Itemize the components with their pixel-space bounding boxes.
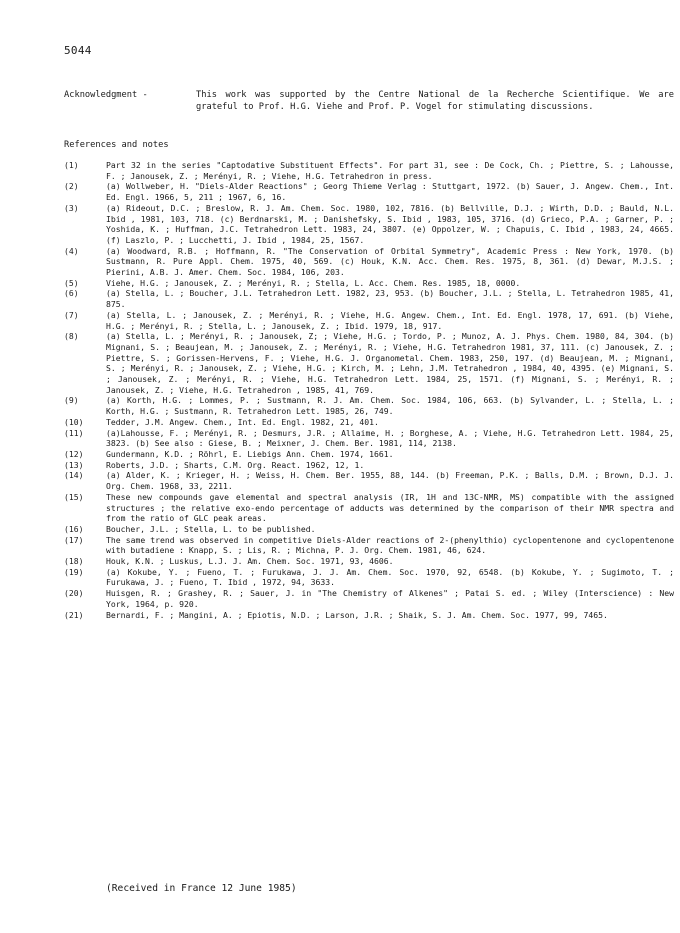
reference-item [64, 535, 674, 556]
reference-number: (4) [64, 245, 79, 256]
reference-number: (19) [64, 566, 84, 577]
acknowledgment [64, 90, 674, 113]
references-heading: References and notes [64, 140, 169, 150]
reference-item [64, 492, 674, 524]
reference-item [64, 288, 674, 309]
reference-number: (20) [64, 588, 84, 599]
reference-text: (a) Woodward, R.B. ; Hoffmann, R. "The Conservation of Orbital Symmetry", Academic Press : New York, 1970. (b) Sustmann, R. Pure Appl. Chem. 1975, 40, 569. (c) Houk, K.N. Acc. Chem. Res. 1975, 8, 361. (d) Dewar, M.J.S. ; Pierini, A.B. J. Amer. Chem. Soc. 1984, 106, 203. [106, 245, 674, 278]
reference-text: (a) Stella, L. ; Boucher, J.L. Tetrahedron Lett. 1982, 23, 953. (b) Boucher, J.L. ; Stella, L. Tetrahedron 1985, 41, 875. [106, 288, 674, 310]
reference-text: Gundermann, K.D. ; Röhrl, E. Liebigs Ann. Chem. 1974, 1661. [106, 448, 394, 459]
reference-text: Houk, K.N. ; Luskus, L.J. J. Am. Chem. Soc. 1971, 93, 4606. [106, 556, 394, 567]
acknowledgment-text: This work was supported by the Centre National de la Recherche Scientifique. We are grateful to Prof. H.G. Viehe and Prof. P. Vogel for stimulating discussions. [196, 90, 674, 112]
reference-text: (a)Lahousse, F. ; Merényi, R. ; Desmurs, J.R. ; Allaime, H. ; Borghese, A. ; Viehe, H.G. Tetrahedron Lett. 1984, 25, 3823. (b) See also : Giese, B. ; Meixner, J. Chem. Ber. 1981, 114, 2138. [106, 427, 674, 449]
reference-item [64, 610, 674, 621]
reference-item [64, 278, 674, 289]
reference-item [64, 417, 674, 428]
reference-item [64, 567, 674, 588]
reference-number: (3) [64, 202, 79, 213]
reference-item [64, 331, 674, 395]
references-list [64, 160, 674, 620]
reference-text: (a) Stella, L. ; Merényi, R. ; Janousek, Z; ; Viehe, H.G. ; Tordo, P. ; Munoz, A. J. Phys. Chem. 1980, 84, 304. (b) Mignani, S. ; Beaujean, M. ; Janousek, Z. ; Merényi, R. ; Viehe, H.G. Tetrahedron 1981, 37, 111. (c) Janousek, Z. ; Piettre, S. ; Gorissen-Hervens, F. ; Viehe, H.G. J. Organometal. Chem. 1983, 250, 197. (d) Beaujean, M. ; Mignani, S. ; Merényi, R. ; Janousek, Z. ; Viehe, H.G. ; Kirch, M. ; Lehn, J.M. Tetrahedron , 1984, 40, 4395. (e) Mignani, S. ; Janousek, Z. ; Merényi, R. ; Viehe, H.G. Tetrahedron Lett. 1984, 25, 1571. (f) Mignani, S. ; Merényi, R. ; Janousek, Z. ; Viehe, H.G. Tetrahedron , 1985, 41, 769. [106, 331, 674, 395]
reference-text: (a) Wollweber, H. "Diels-Alder Reactions" ; Georg Thieme Verlag : Stuttgart, 1972. (b) Sauer, J. Angew. Chem., Int. Ed. Engl. 1966, 5, 211 ; 1967, 6, 16. [106, 181, 674, 203]
reference-item [64, 203, 674, 246]
reference-item [64, 160, 674, 181]
reference-item [64, 588, 674, 609]
reference-text: Boucher, J.L. ; Stella, L. to be published. [106, 523, 316, 534]
reference-text: (a) Rideout, D.C. ; Breslow, R. J. Am. Chem. Soc. 1980, 102, 7816. (b) Bellville, D.J. ; Wirth, D.D. ; Bauld, N.L. Ibid , 1981, 103, 718. (c) Berdnarski, M. ; Danishefsky, S. Ibid , 1983, 105, 3716. (d) Grieco, P.A. ; Garner, P. ; Yoshida, K. ; Huffman, J.C. Tetrahedron Lett. 1983, 24, 3807. (e) Oppolzer, W. ; Chapuis, C. Ibid , 1983, 24, 4665. (f) Laszlo, P. ; Lucchetti, J. Ibid , 1984, 25, 1567. [106, 202, 674, 245]
reference-number: (13) [64, 459, 84, 470]
reference-number: (6) [64, 288, 79, 299]
reference-text: (a) Korth, H.G. ; Lommes, P. ; Sustmann, R. J. Am. Chem. Soc. 1984, 106, 663. (b) Sylvander, L. ; Stella, L. ; Korth, H.G. ; Sustmann, R. Tetrahedron Lett. 1985, 26, 749. [106, 395, 674, 417]
reference-text: The same trend was observed in competitive Diels-Alder reactions of 2-(phenylthio) cyclopentenone and cyclopentenone with butadiene : Knapp, S. ; Lis, R. ; Michna, P. J. Org. Chem. 1981, 46, 624. [106, 534, 674, 556]
reference-number: (18) [64, 556, 84, 567]
reference-item [64, 470, 674, 491]
reference-item [64, 246, 674, 278]
reference-text: Bernardi, F. ; Mangini, A. ; Epiotis, N.D. ; Larson, J.R. ; Shaik, S. J. Am. Chem. Soc. 1977, 99, 7465. [106, 609, 608, 620]
page-number: 5044 [64, 44, 92, 57]
reference-number: (2) [64, 181, 79, 192]
reference-number: (7) [64, 309, 79, 320]
reference-number: (16) [64, 523, 84, 534]
reference-item [64, 556, 674, 567]
acknowledgment-label: Acknowledgment - [64, 90, 148, 100]
reference-text: Part 32 in the series "Captodative Substituent Effects". For part 31, see : De Cock, Ch. ; Piettre, S. ; Lahousse, F. ; Janousek, Z. ; Merényi, R. ; Viehe, H.G. Tetrahedron in press. [106, 160, 674, 181]
reference-text: Huisgen, R. ; Grashey, R. ; Sauer, J. in "The Chemistry of Alkenes" ; Patai S. ed. ; Wiley (Interscience) : New York, 1964, p. 920. [106, 588, 674, 609]
reference-number: (12) [64, 448, 84, 459]
reference-number: (15) [64, 491, 84, 502]
reference-text: Roberts, J.D. ; Sharts, C.M. Org. React. 1962, 12, 1. [106, 459, 365, 470]
reference-text: (a) Kokube, Y. ; Fueno, T. ; Furukawa, J. J. Am. Chem. Soc. 1970, 92, 6548. (b) Kokube, Y. ; Sugimoto, T. ; Furukawa, J. ; Fueno, T. Ibid , 1972, 94, 3633. [106, 566, 674, 588]
reference-number: (5) [64, 277, 79, 288]
reference-item [64, 310, 674, 331]
reference-number: (8) [64, 331, 79, 342]
reference-number: (10) [64, 416, 84, 427]
reference-text: Tedder, J.M. Angew. Chem., Int. Ed. Engl. 1982, 21, 401. [106, 416, 379, 427]
reference-item [64, 428, 674, 449]
reference-number: (9) [64, 395, 79, 406]
reference-item [64, 181, 674, 202]
reference-text: (a) Alder, K. ; Krieger, H. ; Weiss, H. Chem. Ber. 1955, 88, 144. (b) Freeman, P.K. ; Balls, D.M. ; Brown, D.J. J. Org. Chem. 1968, 33, 2211. [106, 470, 674, 492]
reference-text: (a) Stella, L. ; Janousek, Z. ; Merényi, R. ; Viehe, H.G. Angew. Chem., Int. Ed. Engl. 1978, 17, 691. (b) Viehe, H.G. ; Merényi, R. ; Stella, L. ; Janousek, Z. ; Ibid. 1979, 18, 917. [106, 309, 674, 331]
reference-item [64, 395, 674, 416]
reference-item [64, 449, 674, 460]
reference-number: (1) [64, 160, 79, 170]
reference-number: (14) [64, 470, 84, 481]
reference-text: Viehe, H.G. ; Janousek, Z. ; Merényi, R. ; Stella, L. Acc. Chem. Res. 1985, 18, 0000. [106, 277, 521, 288]
reference-number: (17) [64, 534, 84, 545]
reference-item [64, 460, 674, 471]
reference-item [64, 524, 674, 535]
reference-number: (21) [64, 609, 84, 620]
reference-text: These new compounds gave elemental and spectral analysis (IR, 1H and 13C-NMR, MS) compatible with the assigned structures ; the relative exo-endo percentage of adducts was determined by the comparison of their NMR spectra and from the ratio of GLC peak areas. [106, 491, 674, 524]
received-date: (Received in France 12 June 1985) [106, 883, 297, 894]
reference-number: (11) [64, 427, 84, 438]
